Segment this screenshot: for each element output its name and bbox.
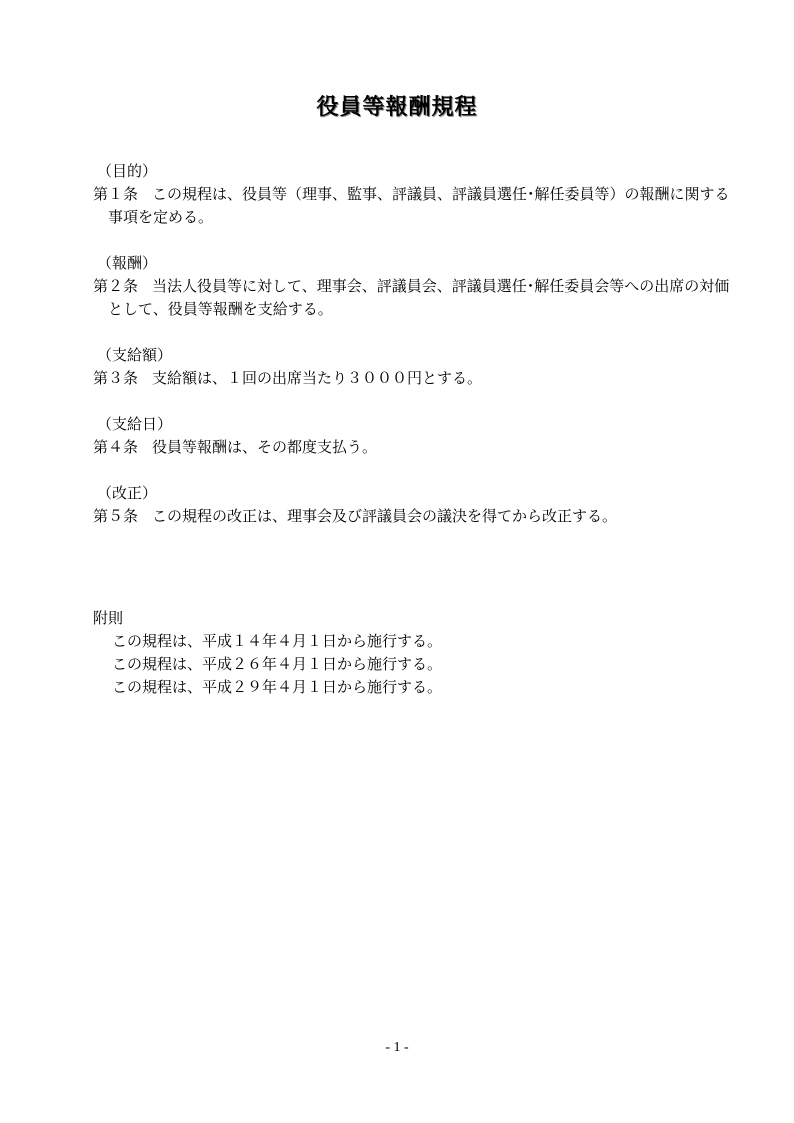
article-1	[93, 160, 743, 229]
article-heading: （目的）	[97, 162, 158, 180]
article-4	[93, 413, 743, 459]
supplementary-item: この規程は、平成２６年４月１日から施行する。	[112, 655, 443, 673]
article-heading: （支給日）	[97, 415, 173, 433]
article-body	[93, 367, 743, 390]
article-heading: （改正）	[97, 484, 158, 502]
article-body	[93, 183, 743, 229]
article-text: 当法人役員等に対して、理事会、評議員会、評議員選任･解任委員会等への出席の対価として、役員等報酬を支給する。	[108, 277, 730, 318]
article-body	[93, 275, 743, 321]
article-body	[93, 436, 743, 459]
article-heading: （支給額）	[97, 346, 173, 364]
supplementary-item: この規程は、平成２９年４月１日から施行する。	[112, 678, 443, 696]
article-heading: （報酬）	[97, 254, 158, 272]
article-5	[93, 482, 743, 528]
article-number: 第３条	[93, 369, 139, 387]
page-title: 役員等報酬規程	[316, 95, 478, 120]
article-list	[93, 160, 743, 551]
article-text: この規程の改正は、理事会及び評議員会の議決を得てから改正する。	[152, 507, 618, 525]
article-text: 役員等報酬は、その都度支払う。	[152, 438, 378, 456]
article-number: 第２条	[93, 277, 139, 295]
supplementary-provisions	[93, 607, 743, 699]
supplementary-heading: 附則	[93, 609, 124, 627]
article-2	[93, 252, 743, 321]
article-text: この規程は、役員等（理事、監事、評議員、評議員選任･解任委員等）の報酬に関する事項を定める。	[108, 185, 730, 226]
article-3	[93, 344, 743, 390]
supplementary-item: この規程は、平成１４年４月１日から施行する。	[112, 632, 443, 650]
article-number: 第５条	[93, 507, 139, 525]
page-number: - 1 -	[385, 1040, 409, 1055]
article-number: 第１条	[93, 185, 139, 203]
article-body	[93, 505, 743, 528]
article-number: 第４条	[93, 438, 139, 456]
article-text: 支給額は、１回の出席当たり３０００円とする。	[152, 369, 483, 387]
